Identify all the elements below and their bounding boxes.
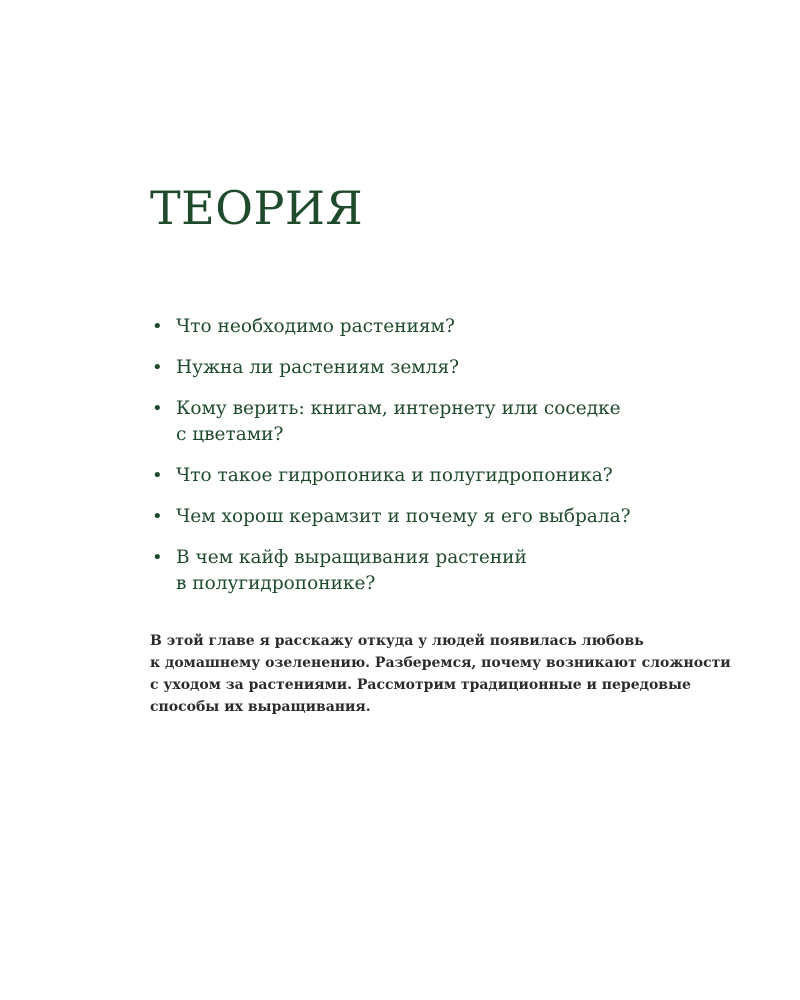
list-item — [150, 396, 710, 448]
list-item — [150, 545, 710, 597]
bullet-icon: • — [152, 506, 163, 527]
bullet-icon: • — [152, 398, 163, 419]
intro-line: способы их выращивания. — [150, 699, 371, 715]
intro-line: В этой главе я расскажу откуда у людей появилась любовь — [150, 633, 644, 649]
list-item — [150, 504, 710, 530]
topic-line: в полугидропонике? — [176, 573, 376, 594]
topic-line: Что необходимо растениям? — [176, 316, 455, 337]
bullet-icon: • — [152, 357, 163, 378]
bullet-icon: • — [152, 547, 163, 568]
bullet-icon: • — [152, 316, 163, 337]
topic-line: Чем хорош керамзит и почему я его выбрала? — [176, 506, 631, 527]
list-item — [150, 463, 710, 489]
chapter-intro-paragraph — [150, 630, 731, 718]
bullet-icon: • — [152, 465, 163, 486]
list-item — [150, 355, 710, 381]
topic-line: с цветами? — [176, 424, 284, 445]
topic-line: Что такое гидропоника и полугидропоника? — [176, 465, 613, 486]
chapter-title: ТЕОРИЯ — [150, 181, 364, 235]
list-item — [150, 314, 710, 340]
topic-line: Нужна ли растениям земля? — [176, 357, 460, 378]
topic-line: В чем кайф выращивания растений — [176, 547, 527, 568]
intro-line: с уходом за растениями. Рассмотрим традиционные и передовые — [150, 677, 691, 693]
topic-line: Кому верить: книгам, интернету или соседке — [176, 398, 621, 419]
chapter-topics-list — [150, 314, 710, 612]
intro-line: к домашнему озеленению. Разберемся, почему возникают сложности — [150, 655, 731, 671]
